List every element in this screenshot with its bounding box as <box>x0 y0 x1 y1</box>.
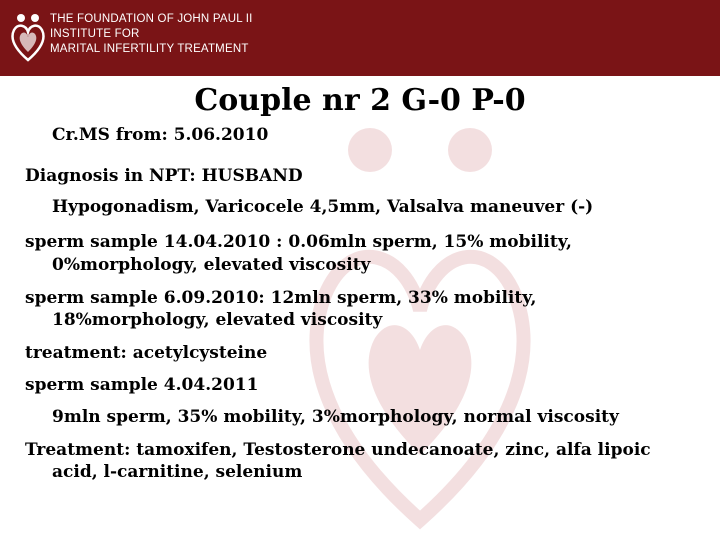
text-line: sperm sample 4.04.2011 <box>25 375 259 395</box>
foundation-logo-icon <box>8 10 48 64</box>
text-line: 0%morphology, elevated viscosity <box>52 255 371 275</box>
org-name-line-1: THE FOUNDATION OF JOHN PAUL II <box>50 13 253 25</box>
text-line: 9mln sperm, 35% mobility, 3%morphology, normal viscosity <box>52 407 619 427</box>
slide-title: Couple nr 2 G-0 P-0 <box>194 83 526 118</box>
text-line: acid, l-carnitine, selenium <box>52 462 303 482</box>
text-line: Cr.MS from: 5.06.2010 <box>52 125 269 145</box>
org-name-line-2: INSTITUTE FOR <box>50 28 140 40</box>
text-line: Treatment: tamoxifen, Testosterone undecanoate, zinc, alfa lipoic <box>25 440 651 460</box>
text-line: Hypogonadism, Varicocele 4,5mm, Valsalva maneuver (-) <box>52 197 594 217</box>
text-line: treatment: acetylcysteine <box>25 343 268 363</box>
text-line: sperm sample 6.09.2010: 12mln sperm, 33% mobility, <box>25 288 537 308</box>
org-name-line-3: MARITAL INFERTILITY TREATMENT <box>50 43 249 55</box>
text-line: sperm sample 14.04.2010 : 0.06mln sperm, 15% mobility, <box>25 232 572 252</box>
text-line: Diagnosis in NPT: HUSBAND <box>25 166 303 186</box>
text-line: 18%morphology, elevated viscosity <box>52 310 383 330</box>
header-banner <box>0 0 720 76</box>
organization-name <box>50 12 253 57</box>
